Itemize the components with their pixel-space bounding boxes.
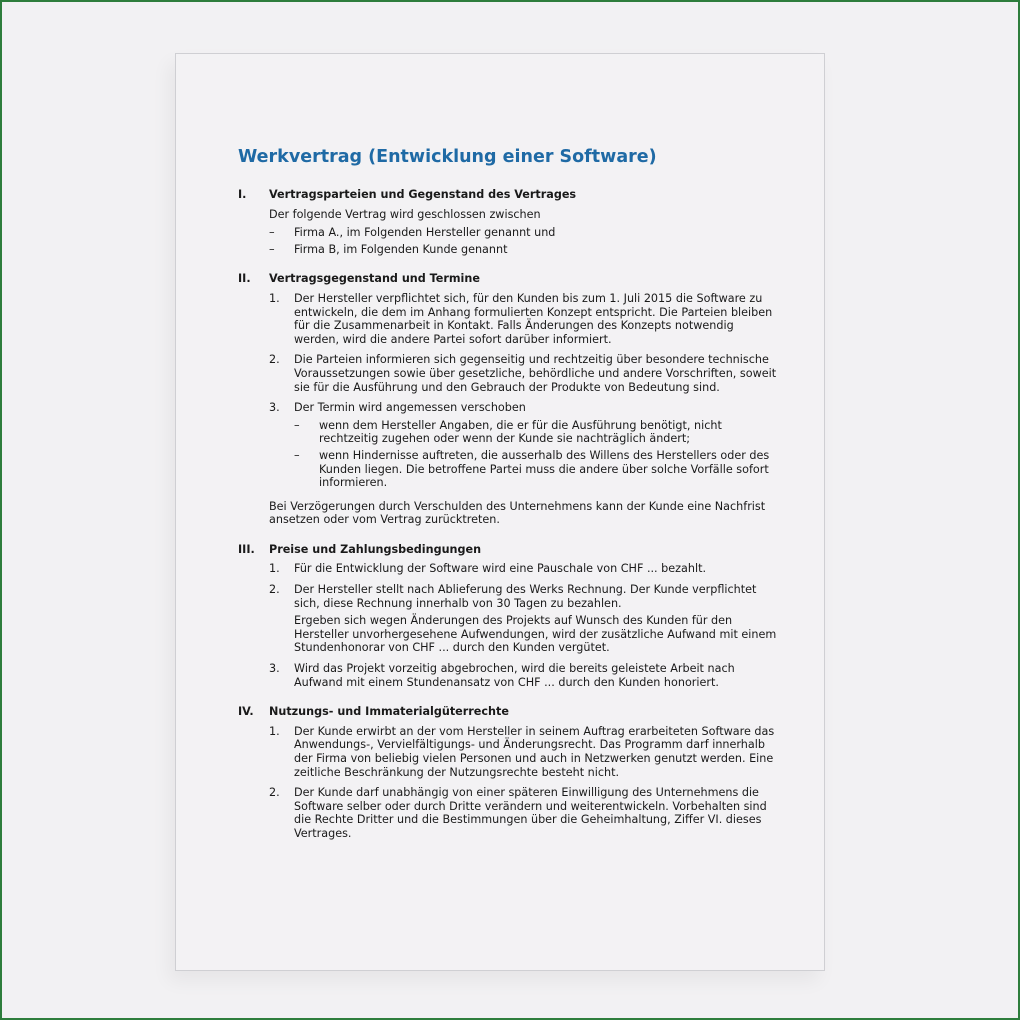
item-text: Der Hersteller verpflichtet sich, für den Kunden bis zum 1. Juli 2015 die Software zu entwickeln, die dem im Anhang formulierten Konzept entspricht. Die Parteien bleiben für die Zusammenarbeit in Kontakt. Falls Änderungen des Konzepts notwendig werden, wird die andere Partei sofort darüber informiert. (294, 291, 773, 346)
section-title: Preise und Zahlungsbedingungen (269, 542, 482, 556)
item-text: Der Termin wird angemessen verschoben (294, 401, 526, 415)
section-2 (238, 272, 778, 527)
section-number: III. (238, 542, 255, 556)
section-intro: Der folgende Vertrag wird geschlossen zwischen (269, 207, 541, 221)
section-heading (238, 272, 778, 286)
item-text: Der Hersteller stellt nach Ablieferung des Werks Rechnung. Der Kunde verpflichtet sich, diese Rechnung innerhalb von 30 Tagen zu bezahlen. (294, 583, 757, 610)
section-outro: Bei Verzögerungen durch Verschulden des Unternehmens kann der Kunde eine Nachfrist ansetzen oder vom Vertrag zurücktreten. (269, 499, 766, 527)
item-number: 2. (269, 583, 280, 597)
section-heading (238, 188, 778, 202)
dash-bullet: – (294, 448, 300, 462)
numbered-item (269, 786, 778, 840)
sub-list-item (294, 419, 778, 446)
numbered-item (269, 725, 778, 779)
dash-bullet: – (294, 418, 300, 432)
numbered-item (269, 292, 778, 346)
section-4 (238, 705, 778, 840)
section-title: Nutzungs- und Immaterialgüterrechte (269, 705, 509, 719)
sub-list-item (294, 449, 778, 490)
numbered-item (269, 353, 778, 394)
item-number: 3. (269, 662, 280, 676)
item-number: 1. (269, 562, 280, 576)
section-title: Vertragsgegenstand und Termine (269, 272, 480, 286)
item-number: 2. (269, 786, 280, 800)
item-text: Für die Entwicklung der Software wird eine Pauschale von CHF ... bezahlt. (294, 562, 707, 576)
sub-item-text: wenn Hindernisse auftreten, die ausserhalb des Willens des Herstellers oder des Kunden liegen. Die betroffene Partei muss die andere über solche Vorfälle sofort informieren. (319, 448, 770, 490)
list-item-text: Firma A., im Folgenden Hersteller genannt und (294, 226, 556, 240)
item-number: 3. (269, 401, 280, 415)
item-text: Der Kunde darf unabhängig von einer späteren Einwilligung des Unternehmens die Software selber oder durch Dritte verändern und weiterentwickeln. Vorbehalten sind die Rechte Dritter und die Bestimmungen über die Geheimhaltung, Ziffer VI. dieses Vertrages. (294, 786, 767, 840)
list-item (269, 226, 778, 240)
list-item-text: Firma B, im Folgenden Kunde genannt (294, 242, 508, 256)
sub-item-text: wenn dem Hersteller Angaben, die er für die Ausführung benötigt, nicht rechtzeitig zugehen oder wenn der Kunde sie nachträglich ändert; (319, 418, 722, 446)
section-heading (238, 543, 778, 557)
document-title: Werkvertrag (Entwicklung einer Software) (238, 147, 657, 167)
section-3 (238, 543, 778, 689)
document-page (175, 53, 825, 971)
item-text: Die Parteien informieren sich gegenseitig und rechtzeitig über besondere technische Voraussetzungen sowie über gesetzliche, behördliche und andere Vorschriften, soweit sie für die Ausführung und den Gebrauch der Produkte von Bedeutung sind. (294, 353, 777, 394)
numbered-item (269, 562, 778, 576)
dash-bullet: – (269, 242, 275, 256)
sub-list (294, 419, 778, 490)
item-text: Der Kunde erwirbt an der vom Hersteller in seinem Auftrag erarbeiteten Software das Anwendungs-, Vervielfältigungs- und Änderungsrecht. Das Programm darf innerhalb der Firma von beliebig vielen Personen und auch in Netzwerken genutzt werden. Eine zeitliche Beschränkung der Nutzungsrechte besteht nicht. (294, 724, 775, 779)
document-content (238, 146, 778, 857)
section-title: Vertragsparteien und Gegenstand des Vertrages (269, 188, 577, 201)
section-number: II. (238, 272, 251, 286)
dash-bullet: – (269, 226, 275, 240)
section-number: I. (238, 188, 247, 201)
numbered-item (269, 583, 778, 655)
item-number: 1. (269, 724, 280, 738)
item-number: 1. (269, 291, 280, 305)
section-heading (238, 705, 778, 719)
section-number: IV. (238, 705, 254, 719)
item-text-continued: Ergeben sich wegen Änderungen des Projekts auf Wunsch des Kunden für den Hersteller unvorhergesehene Aufwendungen, wird der zusätzliche Aufwand mit einem Stundenhonorar von CHF ... durch den Kunden vergütet. (294, 614, 777, 655)
section-1 (238, 188, 778, 256)
item-text: Wird das Projekt vorzeitig abgebrochen, wird die bereits geleistete Arbeit nach Aufwand mit einem Stundenansatz von CHF ... durch den Kunden honoriert. (294, 662, 735, 689)
item-number: 2. (269, 353, 280, 367)
numbered-item (269, 401, 778, 493)
numbered-item (269, 662, 778, 689)
list-item (269, 243, 778, 257)
